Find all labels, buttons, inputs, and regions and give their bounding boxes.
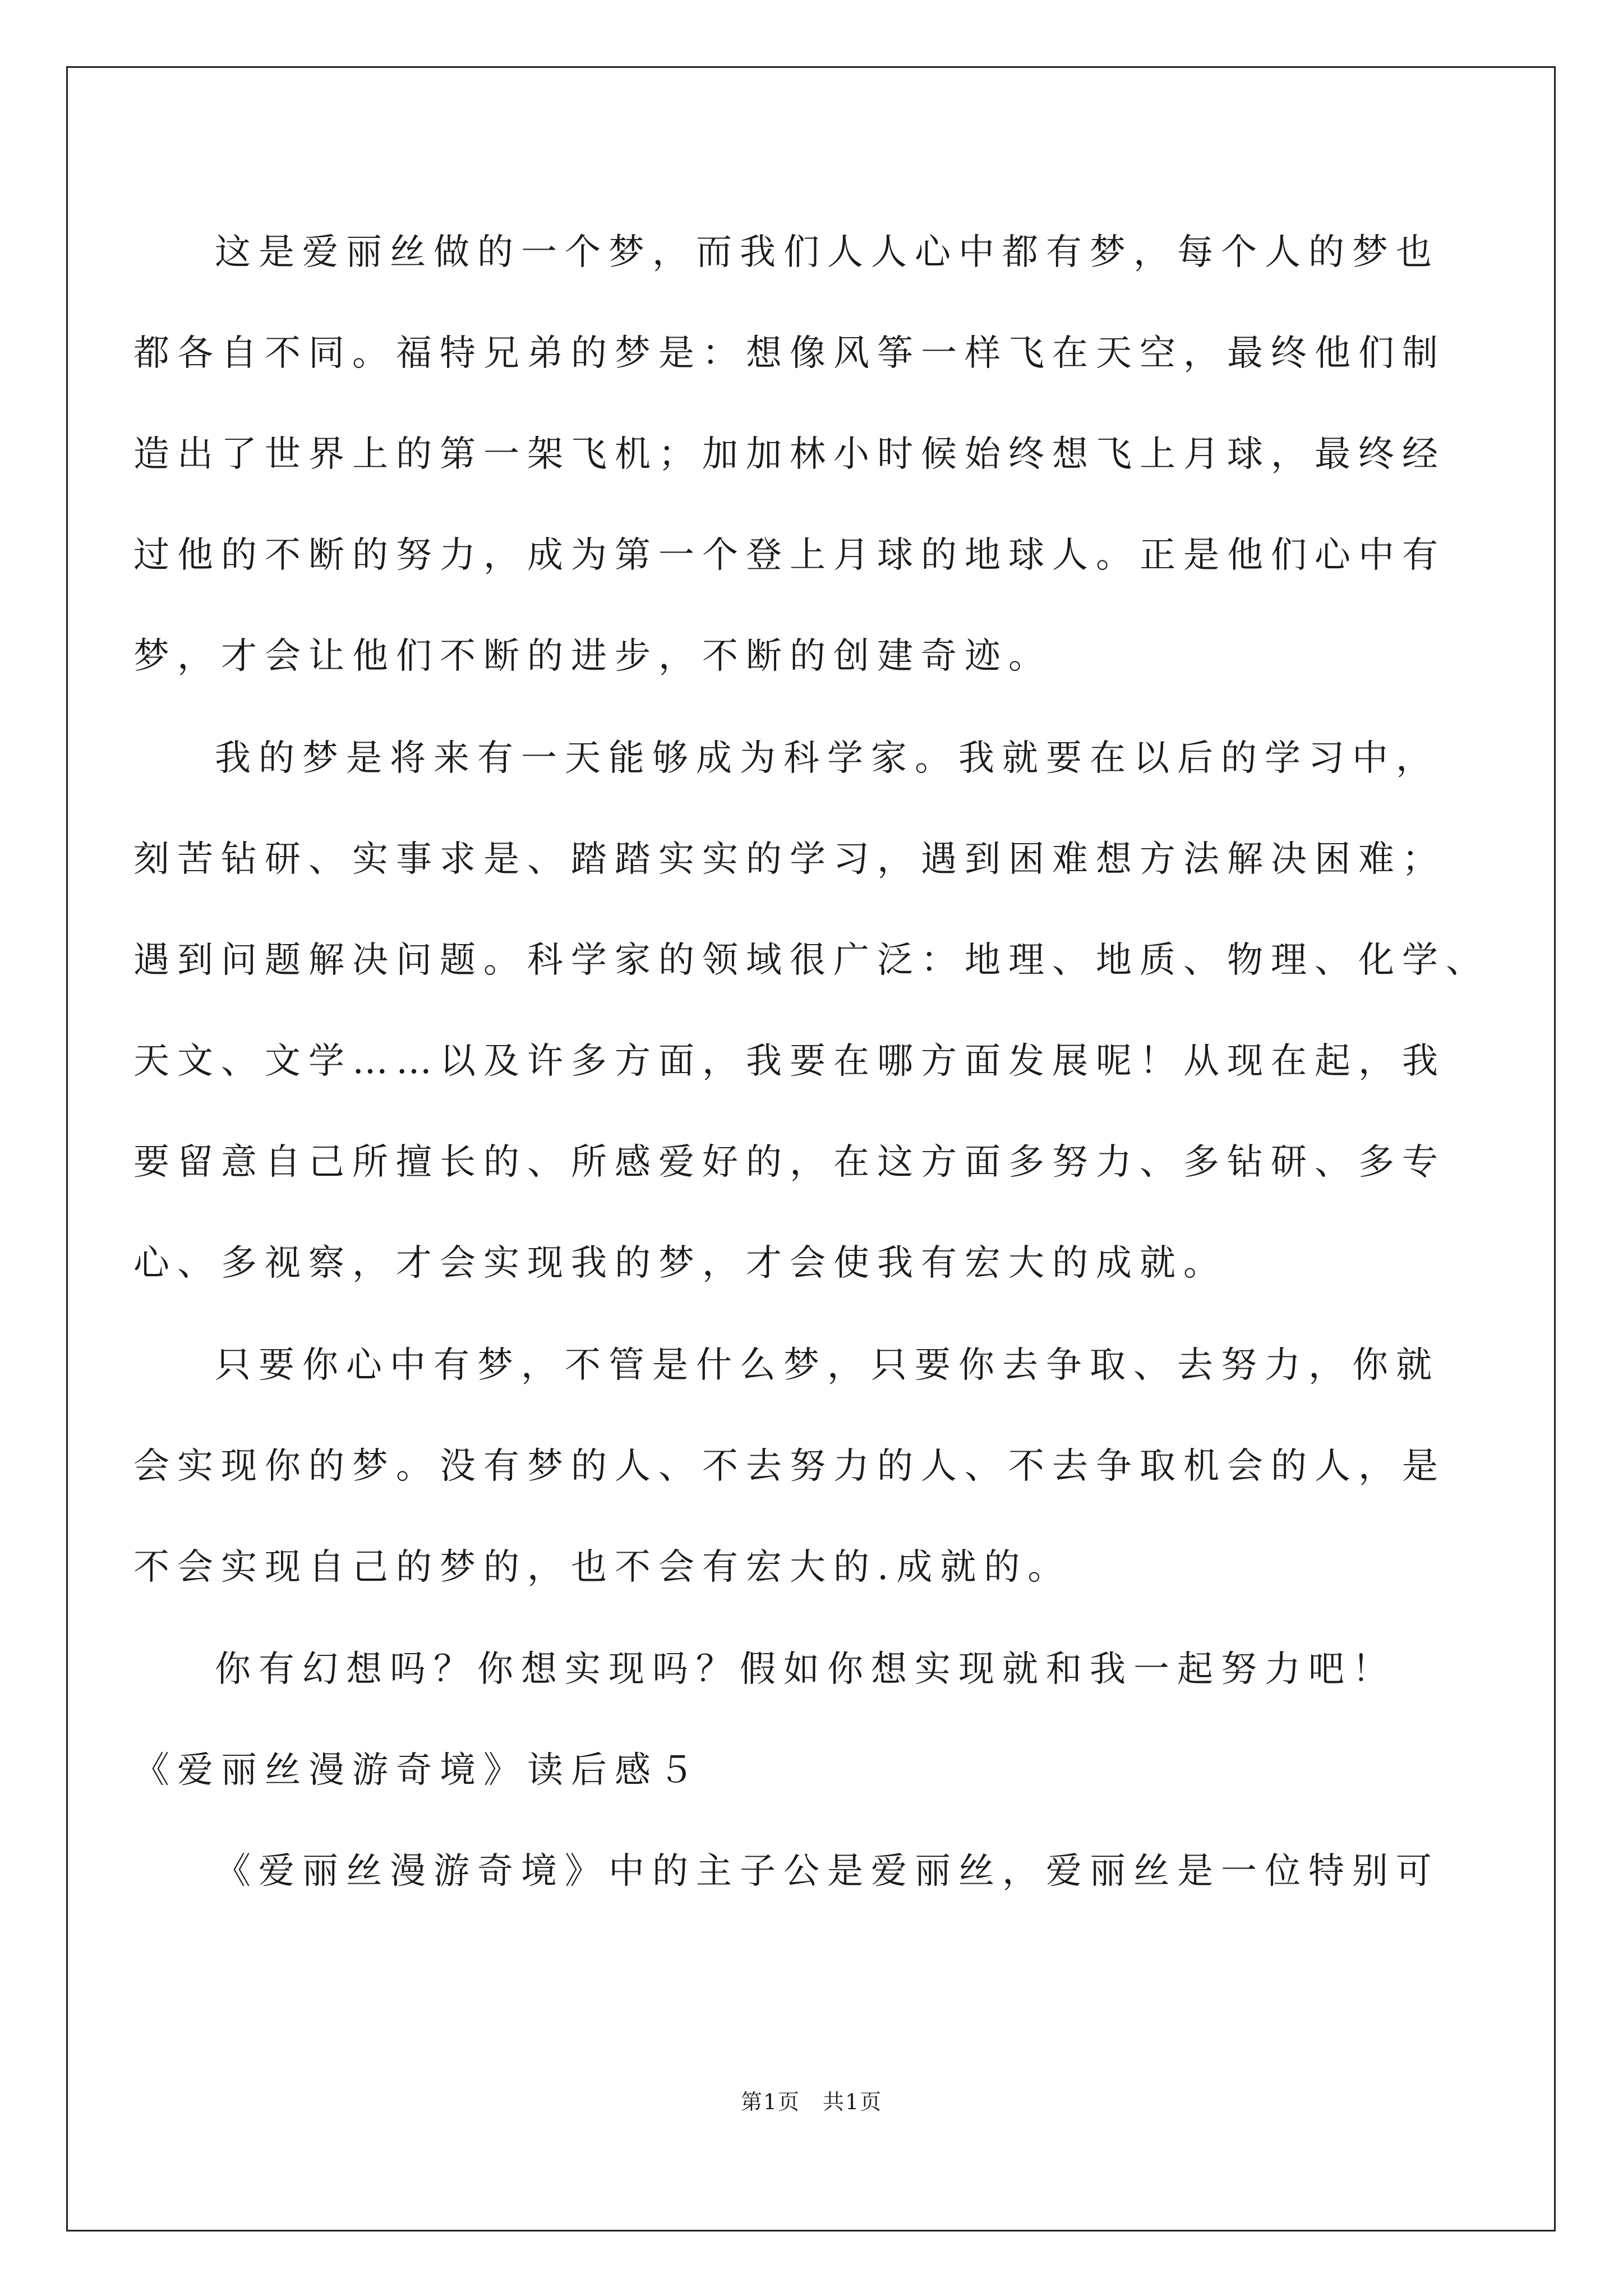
paragraph-line: 刻苦钻研、实事求是、踏踏实实的学习，遇到困难想方法解决困难； — [133, 839, 1446, 880]
paragraph-line: 不会实现自己的梦的，也不会有宏大的.成就的。 — [133, 1547, 1072, 1588]
paragraph-line: 我的梦是将来有一天能够成为科学家。我就要在以后的学习中， — [215, 738, 1440, 779]
paragraph-line: 天文、文学……以及许多方面，我要在哪方面发展呢！从现在起，我 — [133, 1041, 1446, 1082]
paragraph-line: 这是爱丽丝做的一个梦，而我们人人心中都有梦，每个人的梦也 — [215, 232, 1440, 273]
section-heading: 《爱丽丝漫游奇境》读后感５ — [133, 1750, 702, 1791]
paragraph-line: 只要你心中有梦，不管是什么梦，只要你去争取、去努力，你就 — [215, 1345, 1440, 1386]
paragraph-line: 过他的不断的努力，成为第一个登上月球的地球人。正是他们心中有 — [133, 535, 1446, 576]
paragraph-line: 造出了世界上的第一架飞机；加加林小时候始终想飞上月球，最终经 — [133, 434, 1446, 475]
paragraph-line: 《爱丽丝漫游奇境》中的主子公是爱丽丝，爱丽丝是一位特别可 — [215, 1851, 1440, 1892]
paragraph-line: 你有幻想吗？你想实现吗？假如你想实现就和我一起努力吧！ — [215, 1649, 1396, 1690]
paragraph-line: 会实现你的梦。没有梦的人、不去努力的人、不去争取机会的人，是 — [133, 1446, 1446, 1487]
page-number: 第1页 共1页 — [740, 2090, 883, 2114]
paragraph-line: 都各自不同。福特兄弟的梦是：想像风筝一样飞在天空，最终他们制 — [133, 333, 1446, 374]
paragraph-line: 梦，才会让他们不断的进步，不断的创建奇迹。 — [133, 636, 1052, 677]
paragraph-line: 要留意自己所擅长的、所感爱好的，在这方面多努力、多钻研、多专 — [133, 1142, 1446, 1183]
paragraph-line: 心、多视察，才会实现我的梦，才会使我有宏大的成就。 — [133, 1243, 1227, 1284]
paragraph-line: 遇到问题解决问题。科学家的领域很广泛：地理、地质、物理、化学、 — [133, 940, 1490, 981]
